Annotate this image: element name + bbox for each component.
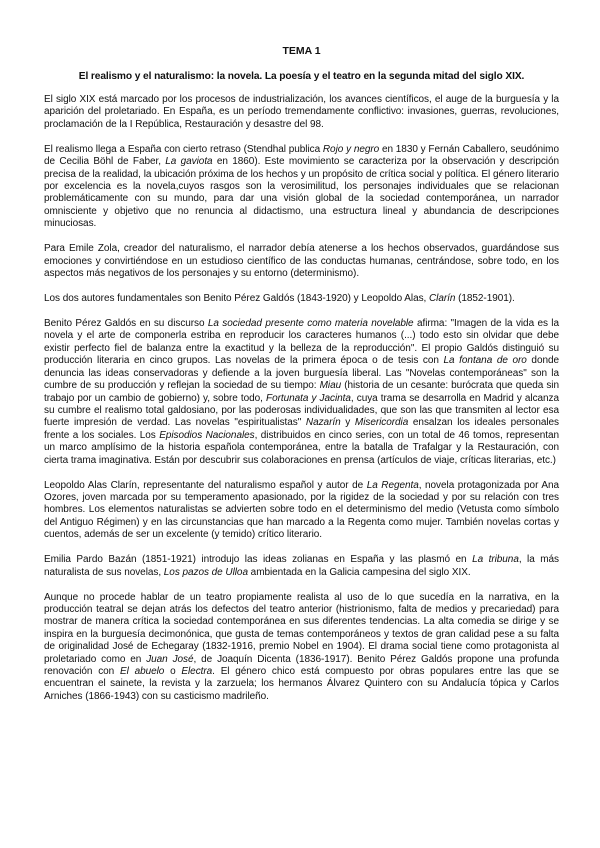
italic-title: Clarín <box>429 293 456 305</box>
text-run: , cuya trama se desarrolla en Madrid y alcanza su cumbre el realismo total galdosiano, por las poderosas individualidades, que son las que transmiten al lector esa fuerte impresión de verdad. Las novelas "espiritualistas" <box>44 392 559 429</box>
paragraph <box>44 554 559 579</box>
italic-title: La gaviota <box>165 156 213 168</box>
text-run: en 1830 y Fernán Caballero, seudónimo de Cecilia Böhl de Faber, <box>44 143 559 168</box>
text-run: o <box>164 666 182 677</box>
italic-title: Fortunata y Jacinta <box>266 392 351 404</box>
page-subtitle: El realismo y el naturalismo: la novela. La poesía y el teatro en la segunda mitad del siglo XIX. <box>78 71 525 82</box>
text-run: donde denuncia las ideas conservadoras y defiende a la joven burguesía liberal. Las "Novelas contemporáneas" son la cumbre de su producción y reflejan la sociedad de su tiempo: <box>44 355 559 392</box>
italic-title: La tribuna <box>472 554 519 566</box>
paragraph <box>44 94 559 131</box>
paragraph <box>44 480 559 542</box>
italic-title: La sociedad presente como materia novelable <box>207 318 414 330</box>
paragraph <box>44 293 559 305</box>
text-run: Leopoldo Alas Clarín, representante del naturalismo español y autor de <box>44 479 367 491</box>
paragraph <box>44 592 559 704</box>
text-run: El siglo XIX está marcado por los procesos de industrialización, los avances científicos, el auge de la burguesía y la aparición del proletariado. En España, es un período tremendamente conflictivo: invasiones, guerras, revoluciones, proclamación de la I República, Restauración y desastre del 98. <box>44 94 559 130</box>
italic-title: La Regenta <box>366 479 419 491</box>
italic-title: Los pazos de Ulloa <box>163 566 248 578</box>
text-run: y <box>340 417 355 429</box>
italic-title: Rojo y negro <box>322 143 380 155</box>
text-run: Aunque no procede hablar de un teatro propiamente realista al uso de lo que sucedía en la narrativa, en la producción teatral se dejan atrás los defectos del teatro anterior (histrionismo, falta de medios y precariedad) para mostrar de manera crítica la sociedad contemporánea en sus diferentes tendencias. La alta comedia se dirige y se inspira en la burguesía decimonónica, que gusta de temas contemporáneos y textos de gran calidad pese a su falta de originalidad José de Echegaray (1832-1916, premio Nobel en 1904). El drama social tiene como protagonista al proletariado como en <box>44 591 559 665</box>
italic-title: Episodios Nacionales <box>159 429 255 441</box>
paragraph <box>44 144 559 231</box>
text-run: Los dos autores fundamentales son Benito Pérez Galdós (1843-1920) y Leopoldo Alas, <box>44 293 429 305</box>
italic-title: El abuelo <box>119 666 165 677</box>
text-run: El realismo llega a España con cierto retraso (Stendhal publica <box>44 143 323 155</box>
text-run: ambientada en la Galicia campesina del siglo XIX. <box>247 566 471 578</box>
text-run: , de Joaquín Dicenta (1836-1917). Benito Pérez Galdós propone una profunda renovación con <box>44 653 559 677</box>
italic-title: Juan José <box>146 653 194 665</box>
text-run: afirma: "Imagen de la vida es la novela y el arte de componerla estriba en reproducir los caracteres humanos (...) todo esto sin olvidar que debe existir perfecto fiel de balanza entre la exactitud y la belleza de la reproducción". El propio Galdós distinguió su producción literaria en cinco grupos. Las novelas de la primera época o de tesis con <box>44 318 559 367</box>
text-run: Emilia Pardo Bazán (1851-1921) introdujo las ideas zolianas en España y las plasmó en <box>44 554 473 566</box>
paragraph-list <box>44 94 559 703</box>
text-run: , distribuidos en cinco series, con un total de 46 tomos, representan un marco amplísimo de la historia española contemporánea, entre la batalla de Trafalgar y la Restauración, con cierta trama imaginativa. Están por descubrir sus colaboraciones en prensa (artículos de viaje, críticas literarias, etc.) <box>44 429 559 466</box>
paragraph <box>44 243 559 280</box>
text-run: . El género chico está compuesto por obras populares entre las que se encuentran el sainete, la revista y la zarzuela; los hermanos Álvarez Quintero con su Andalucía tópica y Carlos Arniches (1866-1943) con su casticismo madrileño. <box>44 666 559 702</box>
italic-title: Misericordia <box>354 417 409 429</box>
text-run: Para Emile Zola, creador del naturalismo, el narrador debía atenerse a los hechos observados, guardándose sus emociones y convirtiéndose en un estudioso científico de las conductas humanas, centrándose, sobre todo, en los aspectos más negativos de los personajes y su entorno (determinismo). <box>44 243 559 280</box>
document-body <box>44 45 559 716</box>
paragraph <box>44 318 559 467</box>
text-run: (historia de un cesante: burócrata que queda sin trabajo por un cambio de gobierno) y, sobre todo, <box>44 380 559 404</box>
text-run: en 1860). Este movimiento se caracteriza por la observación y descripción precisa de la realidad, la ubicación próxima de los hechos y un propósito de crítica social y política. El género literario por excelencia es la novela,cuyos rasgos son la verosimilitud, los personajes individuales que se relacionan problemáticamente con su mundo, para dar una visión global de la sociedad contemporánea, un narrador omnisciente y objetivo que no renuncia al didactismo, una estructura lineal y abundancia de descripciones minuciosas. <box>44 156 559 230</box>
italic-title: Miau <box>319 380 342 392</box>
italic-title: Electra <box>181 666 213 677</box>
page-title: TEMA 1 <box>282 45 321 57</box>
text-run: , novela protagonizada por Ana Ozores, joven marcada por su temperamento apasionado, por la rigidez de la sociedad y por su relación con tres hombres. Los elementos naturalistas se advierten sobre todo en el determinismo del medio (Vetusta como símbolo del Antiguo Régimen) y en las circunstancias que han marcado a la Regenta como mujer. También novelas cortas y cuentos, además de ser un excelente (y temido) crítico literario. <box>44 479 559 541</box>
italic-title: Nazarín <box>305 417 341 429</box>
text-run: ensalzan los ideales personales frente a los sociales. Los <box>44 417 559 441</box>
text-run: Benito Pérez Galdós en su discurso <box>44 318 208 330</box>
italic-title: La fontana de oro <box>443 355 527 367</box>
text-run: , la más naturalista de sus novelas, <box>44 554 559 578</box>
text-run: (1852-1901). <box>455 293 515 305</box>
